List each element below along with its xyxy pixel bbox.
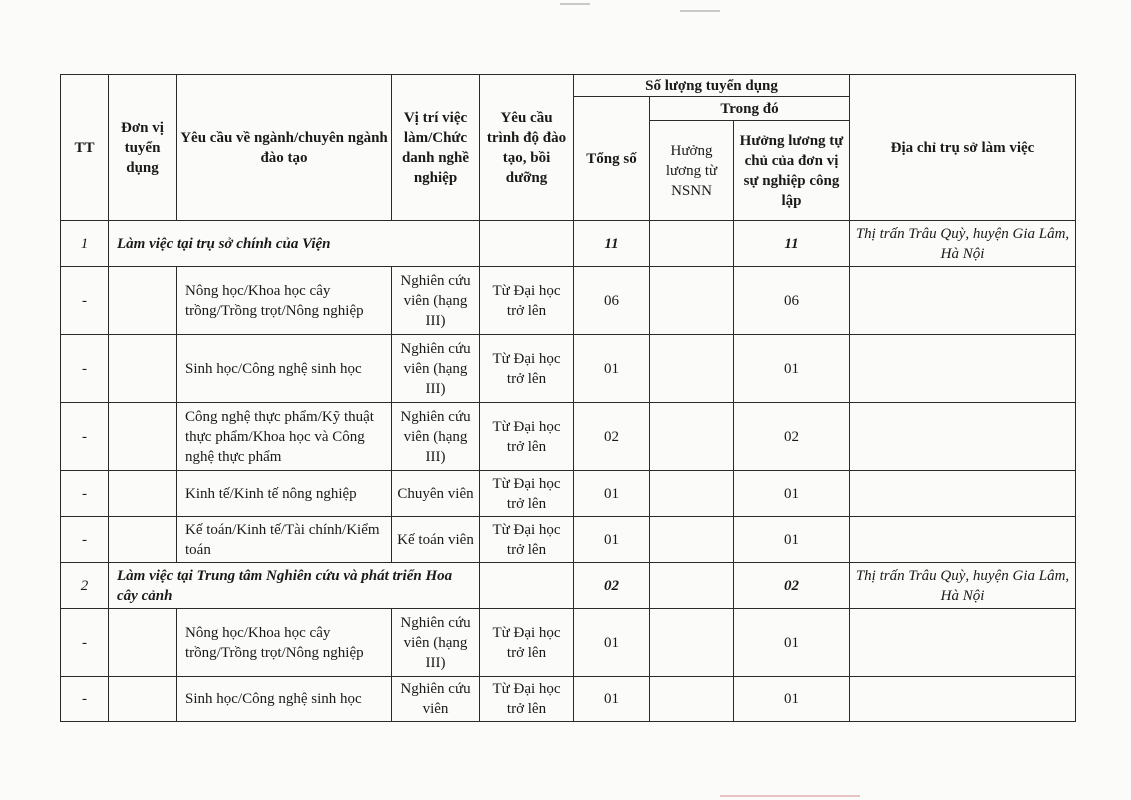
recruitment-table	[60, 74, 1076, 722]
row-unit	[109, 517, 177, 563]
row-major: Nông học/Khoa học cây trồng/Trồng trọt/Nông nghiệp	[177, 267, 392, 335]
row-degree: Từ Đại học trở lên	[480, 403, 574, 471]
row-self-funded: 01	[734, 517, 850, 563]
row-self-funded: 02	[734, 403, 850, 471]
row-address	[850, 403, 1076, 471]
row-address	[850, 517, 1076, 563]
row-degree: Từ Đại học trở lên	[480, 677, 574, 722]
row-major: Kinh tế/Kinh tế nông nghiệp	[177, 471, 392, 517]
row-position: Chuyên viên	[392, 471, 480, 517]
header-quantity: Số lượng tuyển dụng	[574, 75, 850, 97]
row-unit	[109, 335, 177, 403]
section-nsnn	[650, 221, 734, 267]
row-self-funded: 01	[734, 335, 850, 403]
row-tt: -	[61, 267, 109, 335]
row-position: Kế toán viên	[392, 517, 480, 563]
section-title: Làm việc tại trụ sở chính của Viện	[109, 221, 480, 267]
row-major: Kế toán/Kinh tế/Tài chính/Kiểm toán	[177, 517, 392, 563]
row-unit	[109, 267, 177, 335]
table-row	[61, 335, 1076, 403]
row-degree: Từ Đại học trở lên	[480, 517, 574, 563]
row-total: 01	[574, 517, 650, 563]
scan-artifact-top	[560, 3, 590, 5]
header-self-funded: Hưởng lương tự chủ của đơn vị sự nghiệp công lập	[734, 121, 850, 221]
row-self-funded: 06	[734, 267, 850, 335]
section-self-funded: 02	[734, 563, 850, 609]
row-address	[850, 677, 1076, 722]
section-title: Làm việc tại Trung tâm Nghiên cứu và phát triển Hoa cây cảnh	[109, 563, 480, 609]
row-total: 02	[574, 403, 650, 471]
row-self-funded: 01	[734, 677, 850, 722]
row-address	[850, 335, 1076, 403]
row-nsnn	[650, 267, 734, 335]
section-nsnn	[650, 563, 734, 609]
section-tt: 1	[61, 221, 109, 267]
table-row	[61, 609, 1076, 677]
row-major: Nông học/Khoa học cây trồng/Trồng trọt/Nông nghiệp	[177, 609, 392, 677]
row-address	[850, 609, 1076, 677]
row-degree: Từ Đại học trở lên	[480, 609, 574, 677]
row-total: 01	[574, 471, 650, 517]
row-unit	[109, 609, 177, 677]
row-tt: -	[61, 677, 109, 722]
row-position: Nghiên cứu viên (hạng III)	[392, 609, 480, 677]
row-degree: Từ Đại học trở lên	[480, 267, 574, 335]
section-self-funded: 11	[734, 221, 850, 267]
row-nsnn	[650, 471, 734, 517]
scan-artifact-bottom	[720, 795, 860, 797]
row-tt: -	[61, 517, 109, 563]
section-row	[61, 221, 1076, 267]
header-unit: Đơn vị tuyển dụng	[109, 75, 177, 221]
section-tt: 2	[61, 563, 109, 609]
header-major: Yêu cầu về ngành/chuyên ngành đào tạo	[177, 75, 392, 221]
table-row	[61, 677, 1076, 722]
row-position: Nghiên cứu viên (hạng III)	[392, 335, 480, 403]
header-tt: TT	[61, 75, 109, 221]
row-major: Sinh học/Công nghệ sinh học	[177, 335, 392, 403]
row-total: 06	[574, 267, 650, 335]
section-total: 11	[574, 221, 650, 267]
row-degree: Từ Đại học trở lên	[480, 471, 574, 517]
header-nsnn: Hưởng lương từ NSNN	[650, 121, 734, 221]
header-total: Tổng số	[574, 97, 650, 221]
table-row	[61, 471, 1076, 517]
section-address: Thị trấn Trâu Quỳ, huyện Gia Lâm, Hà Nội	[850, 563, 1076, 609]
section-degree	[480, 563, 574, 609]
row-self-funded: 01	[734, 471, 850, 517]
row-major: Công nghệ thực phẩm/Kỹ thuật thực phẩm/Khoa học và Công nghệ thực phẩm	[177, 403, 392, 471]
row-position: Nghiên cứu viên (hạng III)	[392, 403, 480, 471]
row-total: 01	[574, 335, 650, 403]
row-unit	[109, 403, 177, 471]
section-row	[61, 563, 1076, 609]
row-tt: -	[61, 609, 109, 677]
row-nsnn	[650, 517, 734, 563]
row-self-funded: 01	[734, 609, 850, 677]
row-nsnn	[650, 609, 734, 677]
row-unit	[109, 471, 177, 517]
row-tt: -	[61, 403, 109, 471]
section-total: 02	[574, 563, 650, 609]
table-row	[61, 517, 1076, 563]
row-tt: -	[61, 471, 109, 517]
row-address	[850, 267, 1076, 335]
header-position: Vị trí việc làm/Chức danh nghề nghiệp	[392, 75, 480, 221]
section-degree	[480, 221, 574, 267]
header-address: Địa chỉ trụ sở làm việc	[850, 75, 1076, 221]
row-major: Sinh học/Công nghệ sinh học	[177, 677, 392, 722]
header-of-which: Trong đó	[650, 97, 850, 121]
row-unit	[109, 677, 177, 722]
row-degree: Từ Đại học trở lên	[480, 335, 574, 403]
row-nsnn	[650, 335, 734, 403]
row-position: Nghiên cứu viên	[392, 677, 480, 722]
row-total: 01	[574, 677, 650, 722]
table-row	[61, 403, 1076, 471]
row-tt: -	[61, 335, 109, 403]
row-nsnn	[650, 403, 734, 471]
recruitment-table-container	[60, 74, 1075, 722]
row-position: Nghiên cứu viên (hạng III)	[392, 267, 480, 335]
row-address	[850, 471, 1076, 517]
table-row	[61, 267, 1076, 335]
row-total: 01	[574, 609, 650, 677]
header-degree: Yêu cầu trình độ đào tạo, bồi dưỡng	[480, 75, 574, 221]
section-address: Thị trấn Trâu Quỳ, huyện Gia Lâm, Hà Nội	[850, 221, 1076, 267]
row-nsnn	[650, 677, 734, 722]
scan-artifact-top-2	[680, 10, 720, 12]
